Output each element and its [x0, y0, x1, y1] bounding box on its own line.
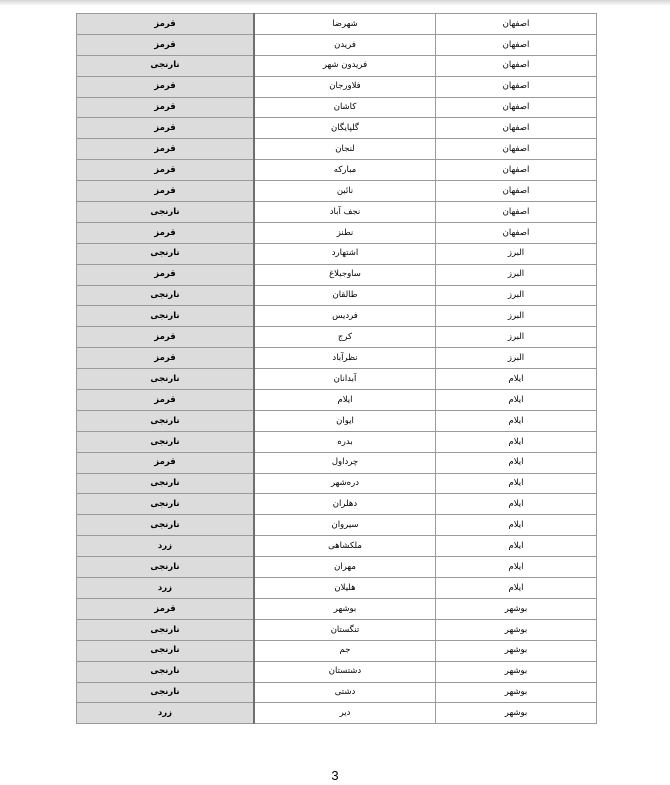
- city-cell: فریدون شهر: [254, 55, 436, 76]
- table-row: [77, 327, 597, 348]
- table-row: [77, 494, 597, 515]
- province-cell: اصفهان: [436, 202, 597, 223]
- city-cell: کرج: [254, 327, 436, 348]
- status-cell: زرد: [77, 703, 255, 724]
- city-cell: نائین: [254, 181, 436, 202]
- table-row: [77, 118, 597, 139]
- province-cell: ایلام: [436, 557, 597, 578]
- city-cell: دیر: [254, 703, 436, 724]
- city-cell: دشتی: [254, 682, 436, 703]
- table-row: [77, 390, 597, 411]
- province-cell: البرز: [436, 327, 597, 348]
- city-cell: جم: [254, 640, 436, 661]
- table-row: [77, 515, 597, 536]
- city-cell: نطنز: [254, 222, 436, 243]
- table-row: [77, 97, 597, 118]
- status-cell: نارنجی: [77, 431, 255, 452]
- status-cell: قرمز: [77, 118, 255, 139]
- table-row: [77, 306, 597, 327]
- table-row: [77, 222, 597, 243]
- status-cell: نارنجی: [77, 619, 255, 640]
- province-cell: بوشهر: [436, 703, 597, 724]
- province-cell: ایلام: [436, 536, 597, 557]
- status-cell: قرمز: [77, 452, 255, 473]
- status-cell: نارنجی: [77, 243, 255, 264]
- province-cell: ایلام: [436, 410, 597, 431]
- table-row: [77, 34, 597, 55]
- status-cell: قرمز: [77, 160, 255, 181]
- province-cell: اصفهان: [436, 222, 597, 243]
- province-cell: ایلام: [436, 452, 597, 473]
- table-row: [77, 202, 597, 223]
- table-row: [77, 578, 597, 599]
- province-cell: اصفهان: [436, 34, 597, 55]
- table-row: [77, 348, 597, 369]
- table-row: [77, 285, 597, 306]
- status-cell: زرد: [77, 578, 255, 599]
- status-cell: قرمز: [77, 139, 255, 160]
- table-row: [77, 181, 597, 202]
- province-cell: اصفهان: [436, 181, 597, 202]
- province-cell: اصفهان: [436, 118, 597, 139]
- status-cell: قرمز: [77, 327, 255, 348]
- city-cell: شهرضا: [254, 14, 436, 35]
- table-row: [77, 557, 597, 578]
- table-row: [77, 410, 597, 431]
- table-row: [77, 55, 597, 76]
- city-cell: سیروان: [254, 515, 436, 536]
- province-cell: ایلام: [436, 494, 597, 515]
- table-row: [77, 598, 597, 619]
- province-cell: ایلام: [436, 390, 597, 411]
- province-cell: بوشهر: [436, 640, 597, 661]
- city-cell: دشتستان: [254, 661, 436, 682]
- city-cell: فلاورجان: [254, 76, 436, 97]
- status-cell: نارنجی: [77, 369, 255, 390]
- status-cell: قرمز: [77, 390, 255, 411]
- table-row: [77, 619, 597, 640]
- page-top-edge: [0, 0, 670, 6]
- province-cell: ایلام: [436, 473, 597, 494]
- status-cell: قرمز: [77, 76, 255, 97]
- city-cell: بدره: [254, 431, 436, 452]
- table-row: [77, 640, 597, 661]
- page-number: 3: [331, 768, 339, 783]
- city-cell: نجف آباد: [254, 202, 436, 223]
- city-cell: آبدانان: [254, 369, 436, 390]
- city-cell: هلیلان: [254, 578, 436, 599]
- status-cell: نارنجی: [77, 410, 255, 431]
- province-cell: البرز: [436, 348, 597, 369]
- city-cell: بوشهر: [254, 598, 436, 619]
- province-cell: اصفهان: [436, 55, 597, 76]
- province-cell: بوشهر: [436, 682, 597, 703]
- table-row: [77, 139, 597, 160]
- table-row: [77, 661, 597, 682]
- city-cell: گلپایگان: [254, 118, 436, 139]
- province-cell: اصفهان: [436, 14, 597, 35]
- status-cell: قرمز: [77, 598, 255, 619]
- province-cell: البرز: [436, 285, 597, 306]
- status-cell: نارنجی: [77, 640, 255, 661]
- status-cell: نارنجی: [77, 306, 255, 327]
- status-cell: قرمز: [77, 34, 255, 55]
- table-row: [77, 431, 597, 452]
- status-cell: نارنجی: [77, 202, 255, 223]
- city-cell: دره‌شهر: [254, 473, 436, 494]
- county-status-table: [76, 13, 597, 724]
- status-cell: قرمز: [77, 264, 255, 285]
- table-row: [77, 76, 597, 97]
- status-cell: قرمز: [77, 348, 255, 369]
- city-cell: ساوجبلاغ: [254, 264, 436, 285]
- province-cell: اصفهان: [436, 139, 597, 160]
- status-cell: نارنجی: [77, 515, 255, 536]
- city-cell: مهران: [254, 557, 436, 578]
- status-cell: نارنجی: [77, 55, 255, 76]
- status-cell: نارنجی: [77, 473, 255, 494]
- table-row: [77, 14, 597, 35]
- table-body: [77, 14, 597, 724]
- province-cell: البرز: [436, 306, 597, 327]
- province-cell: ایلام: [436, 369, 597, 390]
- status-cell: نارنجی: [77, 661, 255, 682]
- province-cell: بوشهر: [436, 619, 597, 640]
- city-cell: فردیس: [254, 306, 436, 327]
- city-cell: دهلران: [254, 494, 436, 515]
- province-cell: بوشهر: [436, 598, 597, 619]
- city-cell: ایلام: [254, 390, 436, 411]
- city-cell: فریدن: [254, 34, 436, 55]
- table-row: [77, 160, 597, 181]
- city-cell: نظرآباد: [254, 348, 436, 369]
- province-cell: بوشهر: [436, 661, 597, 682]
- status-cell: قرمز: [77, 181, 255, 202]
- city-cell: ایوان: [254, 410, 436, 431]
- city-cell: تنگستان: [254, 619, 436, 640]
- province-cell: ایلام: [436, 578, 597, 599]
- city-cell: ملکشاهی: [254, 536, 436, 557]
- city-cell: چرداول: [254, 452, 436, 473]
- province-cell: اصفهان: [436, 97, 597, 118]
- table-row: [77, 473, 597, 494]
- table-row: [77, 703, 597, 724]
- city-cell: مبارکه: [254, 160, 436, 181]
- table-row: [77, 369, 597, 390]
- status-cell: نارنجی: [77, 285, 255, 306]
- province-cell: ایلام: [436, 431, 597, 452]
- province-cell: اصفهان: [436, 76, 597, 97]
- table-row: [77, 264, 597, 285]
- province-cell: ایلام: [436, 515, 597, 536]
- status-cell: نارنجی: [77, 494, 255, 515]
- status-cell: قرمز: [77, 97, 255, 118]
- table-row: [77, 452, 597, 473]
- city-cell: کاشان: [254, 97, 436, 118]
- table-row: [77, 243, 597, 264]
- province-cell: البرز: [436, 243, 597, 264]
- status-cell: نارنجی: [77, 682, 255, 703]
- status-cell: زرد: [77, 536, 255, 557]
- status-cell: نارنجی: [77, 557, 255, 578]
- status-cell: قرمز: [77, 14, 255, 35]
- city-cell: لنجان: [254, 139, 436, 160]
- table-row: [77, 682, 597, 703]
- city-cell: طالقان: [254, 285, 436, 306]
- city-cell: اشتهارد: [254, 243, 436, 264]
- status-cell: قرمز: [77, 222, 255, 243]
- province-cell: البرز: [436, 264, 597, 285]
- table-row: [77, 536, 597, 557]
- province-cell: اصفهان: [436, 160, 597, 181]
